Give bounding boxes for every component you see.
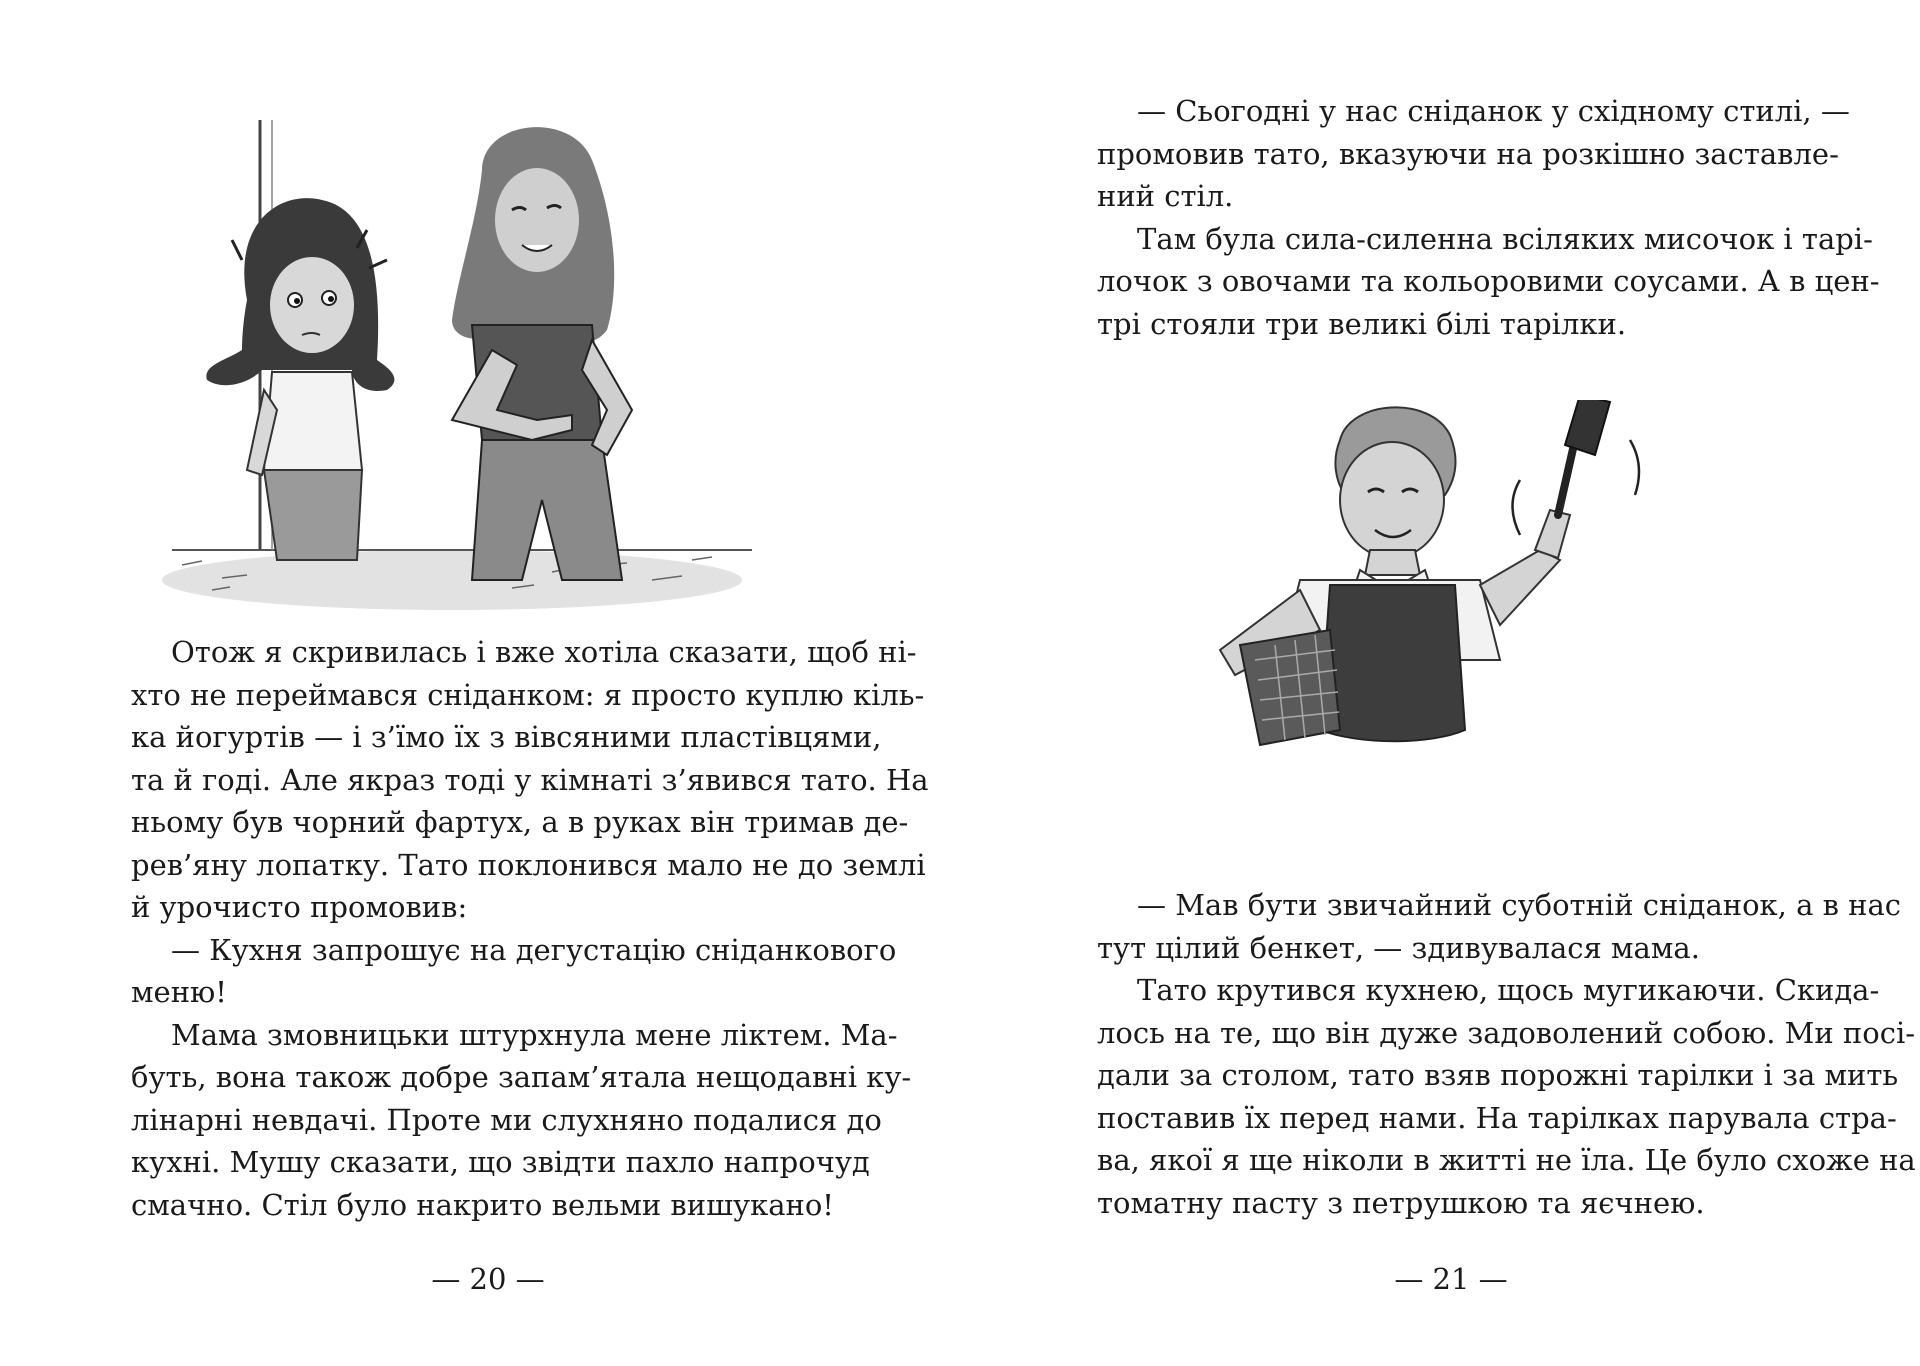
page-number: — 21 — [1394,1262,1508,1296]
text-line: — Кухня запрошує на дегустацію сніданкового [171,932,897,967]
girl-and-mom-drawing [152,110,762,620]
text-line: промовив тато, вказуючи на розкішно заставле- [1097,136,1839,171]
paragraph [131,1014,912,1227]
text-line: Там була сила-силенна всіляких мисочок і тарі- [1137,221,1873,256]
text-line: — Мав бути звичайний суботній сніданок, а в нас [1137,888,1901,922]
text-line: Мама змовницьки штурхнула мене ліктем. Ма- [171,1017,898,1052]
paragraph [1097,969,1916,1224]
text-line: кухні. Мушу сказати, що звідти пахло напрочуд [131,1145,870,1179]
text-line: — Сьогодні у нас сніданок у східному стилі, — [1137,94,1850,128]
paragraph [131,929,897,1014]
text-line: лінарні невдачі. Проте ми слухняно подалися до [131,1102,882,1137]
text-line: ка йогуртів — і з’їмо їх з вівсяними пластівцями, [131,720,882,754]
text-line: поставив їх перед нами. На тарілках парувала стра- [1097,1100,1897,1135]
text-line: буть, вона також добре запам’ятала нещодавні ку- [131,1060,912,1094]
text-line: Тато крутився кухнею, щось мугикаючи. Скида- [1137,973,1880,1007]
text-line: й урочисто промовив: [131,890,468,924]
text-line: рев’яну лопатку. Тато поклонився мало не до землі [131,847,926,882]
text-line: томатну пасту з петрушкою та яєчнею. [1097,1185,1705,1220]
text-line: ва, якої я ще ніколи в житті не їла. Це було схоже на [1097,1143,1916,1177]
text-line: Отож я скривилась і вже хотіла сказати, щоб ні- [171,635,917,669]
text-line: меню! [131,975,227,1009]
left-page-text [131,631,929,1226]
text-line: лочок з овочами та кольоровими соусами. А в цен- [1097,264,1880,298]
illustration-dad-with-spatula [1180,400,1740,810]
right-page-text-bottom [1097,884,1916,1224]
paragraph [131,631,929,929]
text-line: дали за столом, тато взяв порожні тарілки і за мить [1097,1058,1899,1092]
right-page-text-top [1097,90,1880,345]
dad-with-spatula-drawing [1180,400,1740,810]
text-line: хто не переймався сніданком: я просто куплю кіль- [131,677,925,712]
right-page [960,0,1920,1366]
text-line: тут цілий бенкет, — здивувалася мама. [1097,930,1700,965]
paragraph [1097,884,1901,969]
paragraph [1097,218,1880,346]
text-line: смачно. Стіл було накрито вельми вишукано! [131,1187,834,1222]
text-line: трі стояли три великі білі тарілки. [1097,306,1627,341]
text-line: та й годі. Але якраз тоді у кімнаті з’явився тато. На [131,762,929,797]
text-line: лось на те, що він дуже задоволений собою. Ми посі- [1097,1015,1916,1050]
page-number: — 20 — [431,1262,545,1296]
illustration-girl-and-mom [152,110,762,620]
text-line: ний стіл. [1097,179,1234,213]
text-line: ньому був чорний фартух, а в руках він тримав де- [131,805,909,839]
paragraph [1097,90,1850,218]
